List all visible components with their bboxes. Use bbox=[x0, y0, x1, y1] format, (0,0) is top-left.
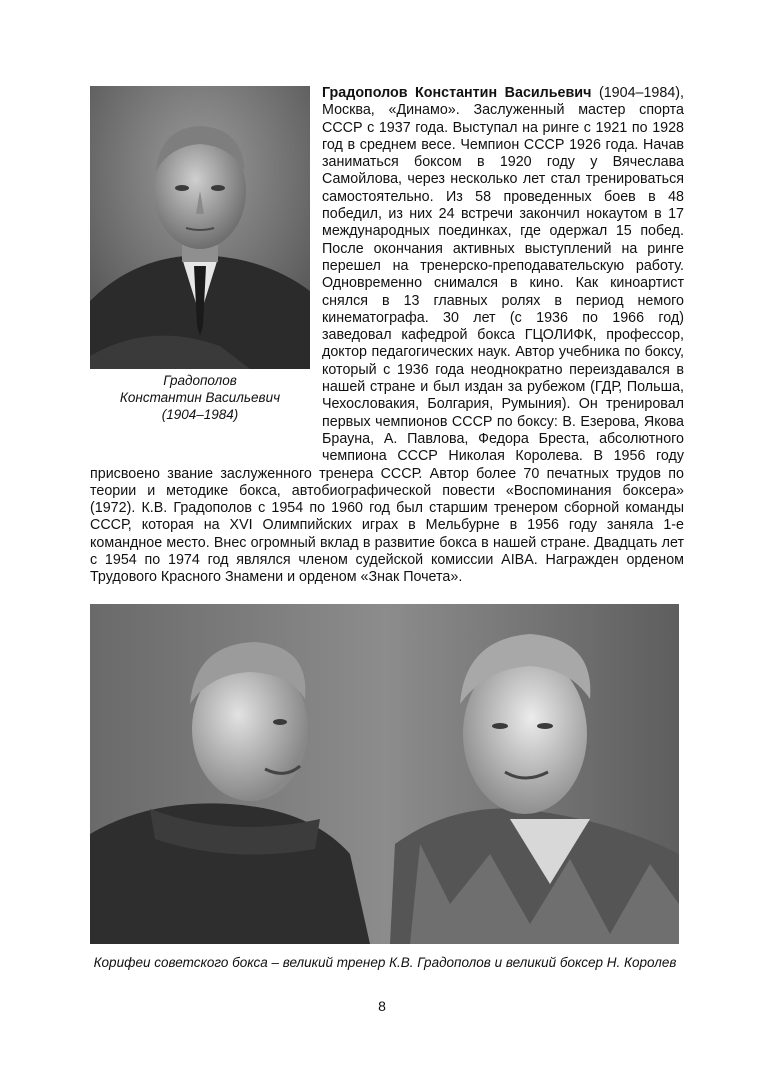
portrait-spacer bbox=[90, 85, 322, 457]
biography-text bbox=[90, 85, 684, 587]
biography-name: Градополов Константин Васильевич bbox=[322, 85, 592, 101]
boxers-photo-caption: Корифеи советского бокса – великий тренер К.В. Градополов и великий боксер Н. Королев bbox=[93, 955, 677, 970]
biography-body: (1904–1984), Москва, «Динамо». Заслуженный мастер спорта СССР с 1937 года. Выступал на ринге с 1921 по 1928 год в среднем весе. Чемпион СССР 1926 года. Начав заниматься боксом в 1920 году у Вячеслава Самойлова, через несколько лет стал тренироваться самостоятельно. Из 58 проведенных боев в 48 победил, из них 24 встречи закончил нокаутом в 17 международных поединках, где одержал 15 побед. После окончания активных выступлений на ринге перешел на тренерско-преподавательскую работу. Одновременно снимался в кино. Как киноартист снялся в 13 главных ролях в период немого кинематографа. 30 лет (с 1936 по 1966 год) заведовал кафедрой бокса ГЦОЛИФК, профессор, доктор педагогических наук. Автор учебника по боксу, который с 1936 года неоднократно переиздавался в нашей стране и был издан за рубежом (ГДР, Польша, Чехословакия, Болгария, Румыния). Он тренировал первых чемпионов СССР по боксу: В. Езерова, Якова Брауна, А. Павлова, Федора Бреста, абсолютного чемпиона СССР Николая Королева. В 1956 году присвоено звание заслуженного тренера СССР. Автор более 70 печатных трудов по теории и методике бокса, автобиографической повести «Воспоминания боксера» (1972). К.В. Градополов с 1954 по 1960 год был старшим тренером сборной команды СССР, которая на XVI Олимпийских играх в Мельбурне в 1956 году заняла 1-е командное место. Внес огромный вклад в развитие бокса в нашей стране. Двадцать лет с 1954 по 1974 год являлся членом судейской комиссии AIBA. Награжден орденом Трудового Красного Знамени и орденом «Знак Почета». bbox=[90, 85, 685, 586]
portrait-caption-patronymic: Константин Васильевич bbox=[119, 390, 281, 405]
boxers-photo-drawing bbox=[90, 604, 679, 944]
portrait-caption-name: Градополов bbox=[163, 373, 237, 388]
portrait-caption-years: (1904–1984) bbox=[161, 407, 239, 422]
boxers-photo bbox=[90, 604, 679, 944]
page-number: 8 bbox=[378, 998, 386, 1014]
